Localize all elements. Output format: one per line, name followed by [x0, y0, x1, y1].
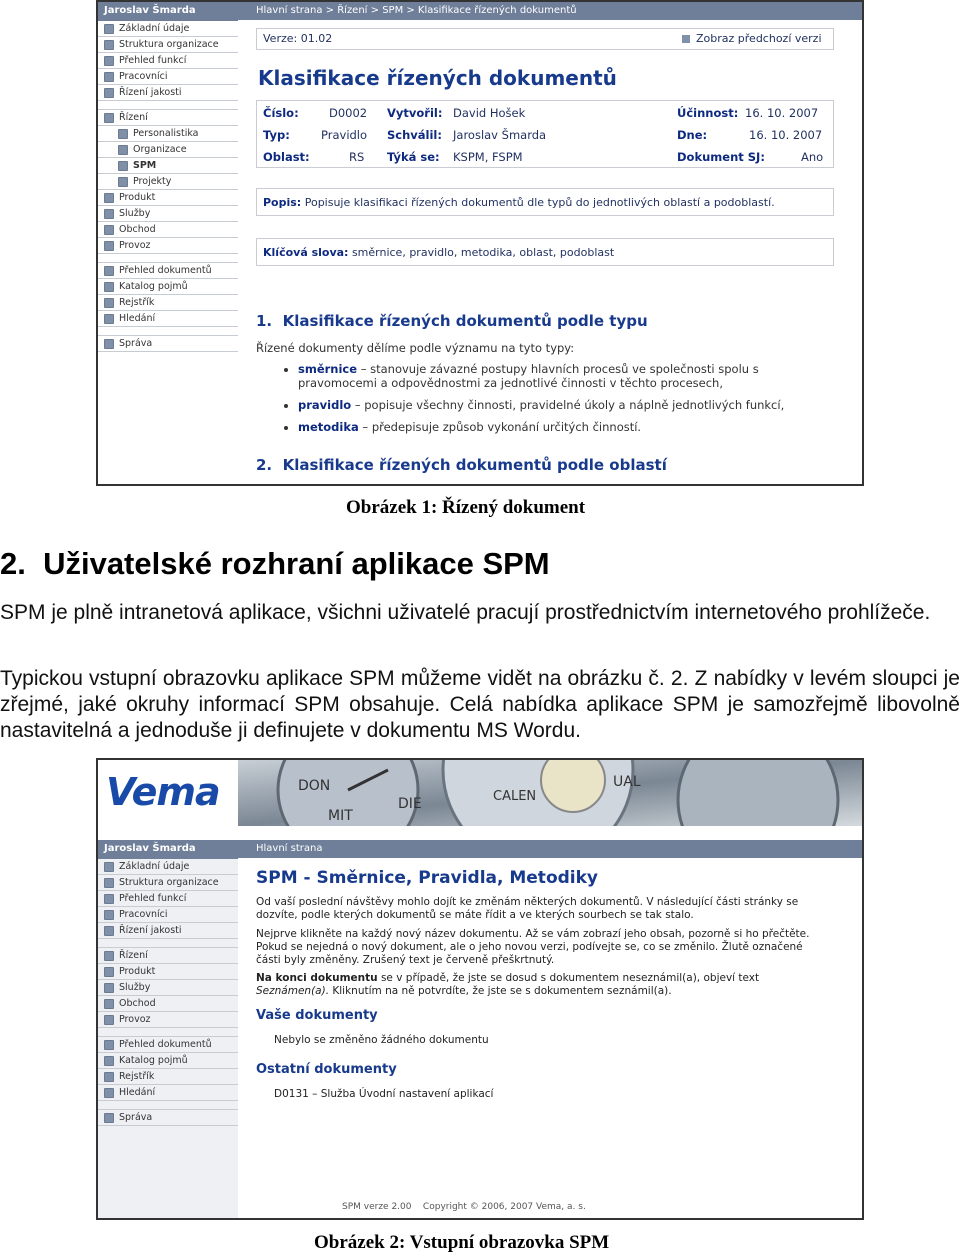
sidebar-item[interactable]: [98, 964, 238, 980]
definition-text: – stanovuje závazné postupy hlavních procesů ve společnosti spolu s pravomocemi a odpovědnostmi za jednotlivé činnosti v těchto procesech,: [298, 362, 759, 390]
sidebar-item-label: Provoz: [119, 240, 151, 251]
sidebar-item[interactable]: [98, 279, 238, 295]
sidebar-item[interactable]: [98, 1037, 238, 1053]
definition-text: – popisuje všechny činnosti, pravidelné úkoly a náplně jednotlivých funkcí,: [351, 398, 785, 412]
my-documents-text: Nebylo se změněno žádného dokumentu: [274, 1034, 489, 1046]
menu-bullet-icon: [104, 56, 114, 66]
sidebar-item[interactable]: [98, 336, 238, 352]
area-label: Oblast:: [263, 150, 310, 164]
sidebar-item[interactable]: [98, 980, 238, 996]
sidebar-item-label: Služby: [119, 982, 151, 993]
figure-1-caption: Obrázek 1: Řízený dokument: [346, 497, 586, 518]
watch-dial-center: [443, 760, 633, 826]
sidebar-item[interactable]: [98, 891, 238, 907]
sidebar-item-label: Přehled dokumentů: [119, 1039, 212, 1050]
sidebar-item[interactable]: [98, 1012, 238, 1028]
area-value: RS: [349, 150, 365, 164]
watch-word: MIT: [328, 808, 353, 824]
menu-bullet-icon: [118, 145, 128, 155]
user-name: Jaroslav Šmarda: [98, 840, 238, 859]
menu-bullet-icon: [104, 266, 114, 276]
definition-term[interactable]: metodika: [298, 420, 359, 434]
sidebar-item-label: Řízení jakosti: [119, 87, 182, 98]
paragraph-1: SPM je plně intranetová aplikace, všichni uživatelé pracují prostřednictvím internetového prohlížeče.: [0, 601, 931, 624]
section-1-intro: Řízené dokumenty dělíme podle významu na tyto typy:: [256, 341, 575, 355]
sidebar-item-label: Rejstřík: [119, 1071, 155, 1082]
keywords-text: směrnice, pravidlo, metodika, oblast, podoblast: [351, 246, 615, 259]
sidebar-item-label: Provoz: [119, 1014, 151, 1025]
menu-bullet-icon: [118, 161, 128, 171]
page-title: SPM - Směrnice, Pravidla, Metodiky: [256, 868, 599, 888]
definition-item: [298, 420, 836, 434]
other-document-link[interactable]: D0131 – Služba Úvodní nastavení aplikací: [274, 1088, 494, 1100]
my-documents-heading: Vaše dokumenty: [256, 1008, 378, 1023]
menu-bullet-icon: [104, 113, 114, 123]
menu-bullet-icon: [104, 88, 114, 98]
menu-bullet-icon: [104, 926, 114, 936]
menu-bullet-icon: [118, 177, 128, 187]
sidebar: [98, 2, 238, 486]
menu-bullet-icon: [104, 951, 114, 961]
date-label: Dne:: [677, 128, 708, 142]
keywords-box: [256, 238, 834, 266]
figure-2-caption: Obrázek 2: Vstupní obrazovka SPM: [314, 1232, 610, 1253]
show-previous-version-link[interactable]: Zobraz předchozí verzi: [682, 32, 822, 45]
keywords-label: Klíčová slova:: [263, 246, 349, 259]
sidebar-item-label: Přehled funkcí: [119, 893, 187, 904]
watch-dial-right: [678, 760, 838, 826]
section-1-heading: 1. Klasifikace řízených dokumentů podle typu: [256, 312, 648, 330]
number-label: Číslo:: [263, 106, 299, 120]
number-value: D0002: [329, 106, 368, 120]
definition-term[interactable]: směrnice: [298, 362, 358, 376]
definition-list: [276, 362, 836, 442]
menu-bullet-icon: [104, 193, 114, 203]
other-documents-heading: Ostatní dokumenty: [256, 1062, 397, 1077]
document-sj-label: Dokument SJ:: [677, 150, 765, 164]
figure-2-screenshot: [96, 758, 864, 1220]
footer-text: SPM verze 2.00 Copyright © 2006, 2007 Vema, a. s.: [342, 1202, 586, 1212]
description-text: Popisuje klasifikaci řízených dokumentů dle typů do jednotlivých oblastí a podoblastí.: [304, 196, 775, 209]
user-name: Jaroslav Šmarda: [98, 2, 238, 21]
intro-paragraph-2: Nejprve klikněte na každý nový název dokumentu. Až se vám zobrazí jeho obsah, pozorně si ho přečtěte. Pokud se nejedná o nový dokument, ale o jeho novou verzi, podívejte se, co se změnilo. Žlutě označené části byly změněny. Zrušený text je červeně přeškrtnutý.: [256, 928, 810, 966]
sidebar-spacer: [98, 1028, 238, 1037]
menu-bullet-icon: [104, 314, 114, 324]
sidebar-item[interactable]: [98, 190, 238, 206]
sidebar-item[interactable]: [98, 206, 238, 222]
menu-bullet-icon: [104, 878, 114, 888]
approved-by-value: Jaroslav Šmarda: [453, 128, 547, 142]
breadcrumb[interactable]: Hlavní strana: [238, 840, 862, 858]
sidebar-item-label: Hledání: [119, 1087, 156, 1098]
document-icon: [682, 35, 690, 43]
sidebar-item[interactable]: [98, 110, 238, 126]
watch-moon: [541, 760, 605, 812]
sidebar-item[interactable]: [98, 859, 238, 875]
effective-label: Účinnost:: [677, 106, 739, 120]
sidebar-item-label: Základní údaje: [119, 23, 190, 34]
sidebar-item-label: Rejstřík: [119, 297, 155, 308]
menu-bullet-icon: [104, 967, 114, 977]
definition-text: – předepisuje způsob vykonání určitých činností.: [358, 420, 642, 434]
type-label: Typ:: [263, 128, 290, 142]
menu-bullet-icon: [104, 225, 114, 235]
sidebar-item[interactable]: [98, 142, 238, 158]
sidebar-item-label: Katalog pojmů: [119, 281, 188, 292]
sidebar-item-label: Projekty: [133, 176, 172, 187]
sidebar-item-label: Řízení jakosti: [119, 925, 182, 936]
concerns-value: KSPM, FSPM: [453, 150, 523, 164]
sidebar-item[interactable]: [98, 907, 238, 923]
sidebar-item-label: Struktura organizace: [119, 39, 219, 50]
menu-bullet-icon: [104, 1056, 114, 1066]
sidebar-item-label: Obchod: [119, 224, 156, 235]
sidebar: [98, 840, 238, 1220]
version-label: Verze: 01.02: [263, 32, 333, 45]
sidebar-item-label: Katalog pojmů: [119, 1055, 188, 1066]
sidebar-item-label: Řízení: [119, 112, 148, 123]
menu-bullet-icon: [104, 999, 114, 1009]
created-by-label: Vytvořil:: [387, 106, 443, 120]
sidebar-item-label: Struktura organizace: [119, 877, 219, 888]
paragraph-2: Typickou vstupní obrazovku aplikace SPM můžeme vidět na obrázku č. 2. Z nabídky v levém sloupci je zřejmé, jaké okruhy informací SPM obsahuje. Celá nabídka aplikace SPM je samozřejmě libovolně nastavitelná a jednoduše ji definujete v dokumentu MS Wordu.: [0, 667, 960, 742]
menu-bullet-icon: [104, 72, 114, 82]
type-value: Pravidlo: [321, 128, 368, 142]
watch-word: DON: [298, 778, 331, 794]
concerns-label: Týká se:: [387, 150, 440, 164]
document-content: [238, 20, 862, 486]
sidebar-item-label: Správa: [119, 338, 153, 349]
sidebar-item[interactable]: [98, 948, 238, 964]
sidebar-item[interactable]: [98, 1069, 238, 1085]
sidebar-item[interactable]: [98, 923, 238, 939]
approved-by-label: Schválil:: [387, 128, 442, 142]
sidebar-item[interactable]: [98, 69, 238, 85]
sidebar-spacer: [98, 1101, 238, 1110]
version-bar: [256, 28, 834, 50]
intro-paragraph-3: Na konci dokumentu se v případě, že jste se dosud s dokumentem neseznámil(a), objeví text Seznámen(a). Kliknutím na ně potvrdíte, že jste se s dokumentem seznámil(a).: [256, 972, 760, 997]
sidebar-spacer: [98, 327, 238, 336]
sidebar-item[interactable]: [98, 126, 238, 142]
menu-bullet-icon: [104, 282, 114, 292]
sidebar-item-label: Personalistika: [133, 128, 199, 139]
sidebar-item[interactable]: [98, 158, 238, 174]
sidebar-item-label: Služby: [119, 208, 151, 219]
definition-item: [298, 362, 836, 390]
menu-bullet-icon: [104, 1015, 114, 1025]
sidebar-item[interactable]: [98, 85, 238, 101]
menu-bullet-icon: [104, 24, 114, 34]
document-info-table: [256, 100, 834, 168]
menu-bullet-icon: [104, 1113, 114, 1123]
sidebar-item-label: Řízení: [119, 950, 148, 961]
menu-bullet-icon: [104, 339, 114, 349]
sidebar-item[interactable]: [98, 53, 238, 69]
sidebar-item[interactable]: [98, 21, 238, 37]
sidebar-item[interactable]: [98, 263, 238, 279]
sidebar-item-label: Organizace: [133, 144, 187, 155]
sidebar-item-label: Přehled dokumentů: [119, 265, 212, 276]
created-by-value: David Hošek: [453, 106, 526, 120]
menu-bullet-icon: [104, 910, 114, 920]
figure-1-screenshot: [96, 0, 864, 486]
menu-bullet-icon: [104, 1088, 114, 1098]
sidebar-spacer: [98, 254, 238, 263]
sidebar-item[interactable]: [98, 222, 238, 238]
sidebar-item[interactable]: [98, 875, 238, 891]
sidebar-item[interactable]: [98, 996, 238, 1012]
page-title: Klasifikace řízených dokumentů: [258, 66, 617, 90]
sidebar-item-label: Produkt: [119, 966, 156, 977]
intro-paragraph-1: Od vaší poslední návštěvy mohlo dojít ke změnám některých dokumentů. V následující části stránky se dozvíte, podle kterých dokumentů se máte řídit a ve kterých sourbech se tak stalo.: [256, 896, 799, 921]
menu-bullet-icon: [104, 298, 114, 308]
sidebar-item-label: Hledání: [119, 313, 156, 324]
home-content: [238, 858, 862, 1220]
sidebar-item[interactable]: [98, 174, 238, 190]
menu-bullet-icon: [118, 129, 128, 139]
menu-bullet-icon: [104, 209, 114, 219]
watch-image: [238, 760, 862, 826]
sidebar-item[interactable]: [98, 1053, 238, 1069]
definition-term[interactable]: pravidlo: [298, 398, 352, 412]
menu-bullet-icon: [104, 862, 114, 872]
sidebar-item-label: Pracovníci: [119, 909, 168, 920]
sidebar-item-label: SPM: [133, 160, 157, 171]
breadcrumb[interactable]: Hlavní strana > Řízení > SPM > Klasifikace řízených dokumentů: [238, 2, 862, 20]
watch-word: UAL: [613, 774, 641, 790]
sidebar-item[interactable]: [98, 1110, 238, 1126]
menu-bullet-icon: [104, 1072, 114, 1082]
watch-word: CALEN: [493, 789, 537, 804]
header-banner: [98, 760, 862, 826]
description-label: Popis:: [263, 196, 302, 209]
sidebar-item-label: Obchod: [119, 998, 156, 1009]
sidebar-item-label: Základní údaje: [119, 861, 190, 872]
sidebar-item[interactable]: [98, 238, 238, 254]
sidebar-item-label: Přehled funkcí: [119, 55, 187, 66]
effective-value: 16. 10. 2007: [745, 106, 819, 120]
section-heading: 2. Uživatelské rozhraní aplikace SPM: [0, 546, 550, 581]
sidebar-spacer: [98, 939, 238, 948]
sidebar-spacer: [98, 101, 238, 110]
date-value: 16. 10. 2007: [749, 128, 823, 142]
section-2-heading: 2. Klasifikace řízených dokumentů podle oblastí: [256, 456, 667, 474]
sidebar-item[interactable]: [98, 311, 238, 327]
menu-bullet-icon: [104, 894, 114, 904]
sidebar-item[interactable]: [98, 37, 238, 53]
menu-bullet-icon: [104, 241, 114, 251]
menu-bullet-icon: [104, 1040, 114, 1050]
sidebar-item-label: Pracovníci: [119, 71, 168, 82]
menu-bullet-icon: [104, 40, 114, 50]
menu-bullet-icon: [104, 983, 114, 993]
document-sj-value: Ano: [801, 150, 824, 164]
description-box: [256, 188, 834, 216]
sidebar-item-label: Správa: [119, 1112, 153, 1123]
sidebar-item-label: Produkt: [119, 192, 156, 203]
vema-logo: Vema: [106, 770, 220, 814]
sidebar-item[interactable]: [98, 295, 238, 311]
watch-word: DIE: [398, 796, 422, 812]
definition-item: [298, 398, 836, 412]
sidebar-item[interactable]: [98, 1085, 238, 1101]
